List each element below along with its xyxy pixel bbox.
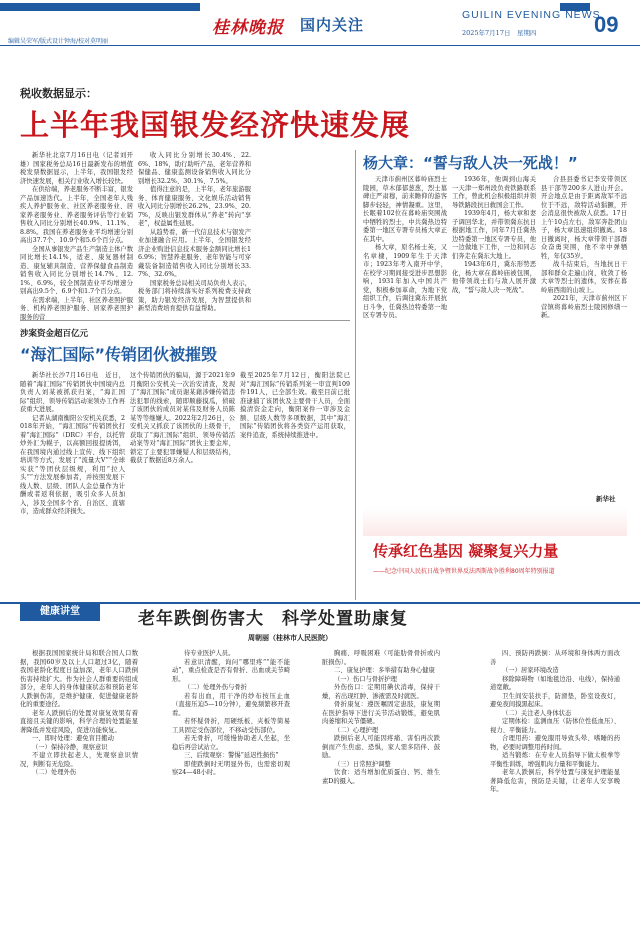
header-bar-left: [0, 3, 200, 11]
health-col4: 四、预防再跌倒：从环境和身体两方面改善 （一）居家环境改造 移除障碍物（如地毯边沿、电线），保持通道宽敞。 卫生间安装扶手，防滑垫，卧室设夜灯，避免夜间摸黑起床。 （二）关注老人身体状态 定期体检：监测血压（防体位性低血压）、视力、平衡能力。 合理用药：避免服用导致头晕、嗜睡的药物，必要时调整用药时间。 适当锻炼：在专业人员指导下做太极拳等平衡性训练，增强肌肉力量和平衡能力。 老年人跌倒后，科学处置与康复护理能显著降低危害，预防是关键，让老年人安享晚年。: [490, 650, 620, 793]
commemoration-banner: [363, 508, 627, 600]
yang-credit: 新华社: [596, 495, 616, 503]
health-col2: 待专业医护人员。 若意识清醒，询问“哪里疼”“能不能动”，重点检查是否有骨折、出血或关节畸形。 （二）处理外伤与骨折 若有出血，用干净的纱布按压止血（直接压迫5—10分钟），避免频繁移开查看。 若怀疑骨折，用硬纸板、夹板等简易工具固定受伤部位，不移动受伤部位。 若无骨折，可缓慢协助老人坐起，坐稳后再尝试站立。 三、后续观察：警惕“延迟性损伤” 即使跌倒时无明显外伤，也需密切观察24—48小时。: [172, 650, 290, 776]
article1-kicker: 税收数据显示：: [20, 87, 97, 100]
article2-col3: 截至2025年7月12日，衡阳法院已对“海汇国际”传销系列案一审宣判109件191人，已全部生效。截至目前已批准逮捕了该团伙及主要骨干人员，全面摸清资金走向，衡阳案件一审涉及金额、层级人数等多项数据，其中“海汇国际”传销团伙将各类资产运用获取，案件追查，系统持续推进中。: [240, 372, 350, 439]
health-col3: 胸痛、呼吸困难（可能肋骨骨折或内脏损伤）。 二、康复护理：多举措有助身心健康 （一）伤口与骨折护理 外伤伤口：定期用碘伏消毒，保持干燥，若出现红肿、渗液需及时就医。 骨折康复：遵医嘱固定患肢，康复期在医护指导下进行关节活动锻炼，避免肌肉萎缩和关节僵硬。 （二）心理护理 跌倒后老人可能因疼痛、害怕再次跌倒而产生焦虑、恐惧，家人需多陪伴、鼓励。 （三）日常照护调整 饮食：适当增加优质蛋白、钙、维生素D的摄入。: [322, 650, 440, 785]
banner-slogan: 传承红色基因 凝聚复兴力量: [373, 542, 559, 560]
health-col1: 根据我国国家统计局和联合国人口数据，我国60岁及以上人口超过3亿，随着我国老龄化程度日益加深，老年人口跌倒伤害持续扩大。作为社会人群重要的组成部分，老年人的身体健康状态和预防老年人跌倒伤害，是维护健康、促进健康老龄化的重要途径。 老年人跌倒后的处置对康复效果有着直接且关键的影响，科学合理的处置能显著降低并发症风险，促进功能恢复。 一、即时处理：避免盲目搬动 （一）保持冷静，观察意识 不建立即扶起老人，先观察意识情况，判断有无危险。 （二）处理外伤: [20, 650, 138, 776]
masthead: 桂林晚报: [212, 18, 284, 38]
article2-col2: 这个传销团伙的骗局，源于2021年9月衡阳公安机关一次治安清查，发现了“海汇国际”成员谢某藉涉嫌传销违法犯罪的线索，随即顺藤摸瓜，侦破了该团伙的成员对某伟及财务人员陈某等等继嫌人。2022年2月26日，公安机关又抓获了该团伙的上级骨干，获取了“海汇国际”组织、领导传销活动案等对“海汇国际”团伙主要金库，锁定了主要犯罪嫌疑人和层级结构，截获了数据近8万余人。: [130, 372, 235, 464]
column-rule: [355, 150, 356, 600]
banner-flag-graphic: [363, 508, 627, 536]
article2-headline: “海汇国际”传销团伙被摧毁: [20, 345, 218, 364]
article1-col2: 收入同比分别增长30.4%、22.6%、18%，助行助听产品、老年营养和保健品、健康监测设备销售收入同比分别增长32.2%、30.1%、7.5%。 值得注意的是，上半年，老年旅游服务、体育健康服务、文化娱乐活动销售收入同比分别增长26.2%、23.9%、20.7%，反映出银发群体从“养老”转向“享老”，权益属性延展。 从趋势看，新一代信息技术与银发产业加速融合应用。上半年，全国银发经济企业购进信息技术服务金额同比增长16.9%；智慧养老服务、老年智能与可穿戴装备制造销售收入同比分别增长33.7%、32.6%。 国家税务总局相关司局负责人表示，税务部门将持续落实好系列税费支持政策，助力银发经济发展，为智慧提供和新型消费培育提供有益帮助。: [138, 152, 251, 312]
health-byline: 周朝丽（桂林市人民医院）: [248, 634, 332, 642]
english-masthead: GUILIN EVENING NEWS: [462, 9, 601, 21]
page-header: [0, 0, 640, 46]
page-number: 09: [594, 12, 619, 37]
yang-headline: 杨大章：“誓与敌人决一死战！”: [363, 154, 578, 172]
dateline: 2025年7月17日 星期四: [462, 29, 537, 37]
banner-subtitle: ——纪念中国人民抗日战争暨世界反法西斯战争胜利80周年特别报道: [373, 568, 555, 575]
article1-col3: [256, 152, 350, 314]
article-divider: [20, 320, 350, 321]
yang-col2: 1936年，他调到山海关一天津一郑州段负责铁路联系工作，曾此机会积极组织并领导铁路段抗日救国会工作。 1939年4月，杨大章和妻子调回华北，并带领冀东抗日根据地工作，同年7月任冀热边特委第一地区专署专员，他一边做地下工作，一边和同志们奔走在冀东大地上。 1943年6月，冀东形势恶化，杨大章在暮岭庙被包围，他带领战士们与敌人展开激战，“誓与敌人决一死战”。: [452, 176, 536, 294]
article2-col1: 新华社长沙7月16日电 近日，随着“海汇国际”传销团伙中国境内总负责人刘某被抓获归案，“海汇国际”组织、领导传销活动案领办工作再获重大进展。 记者从湖南衡阳公安机关获悉，2018年开始，“海汇国际”传销团伙打着“海汇国际”（DRC）平台，以托管炒外汇为幌子，以高额回报提诱饵，在我国境内通过线上宣传、线下组织培训等方式，发展了“流量大V”“全球实获”等团伙层级规，利用“拉人头”“方法发展参加者，并按照发展下线人数、层级、团队人金总量作为计酬或者返利依据，吸引众多人员加入，涉及全国多个省、自治区、直辖市，造成群众经济损失。: [20, 372, 125, 515]
article2-kicker: 涉案资金超百亿元: [20, 329, 89, 339]
article1-col1: 新华社北京7月16日电（记者刘开雄）国家税务总局16日最新发布的增值税发票数据显示，上半年，我国银发经济快速发展，相关行业收入增长较快。 在供给端，养老服务不断丰富，银发产品加速迭代。上半年，全国老年人残疾人养护服务业、社区养老服务业、居家养老服务业、养老服务评估等行业销售收入同比分别增长40.9%、11.1%、8.8%。我国在养老服务业平均增速分别高出37.7个、10.9个和5.6个百分点。 全国从事银发产品生产制造主体户数同比增长14.1%，适老、康复器材制造、康复辅具制造、营养保健食品制造销售收入同比分别增长14.7%、12.1%、6.9%，较全国制造业平均增速分别高出9.5个、6.9个和1.7个百分点。 在需求端，上半年，社区养老照护服务、机构养老照护服务、居家养老照护服务的营: [20, 152, 133, 321]
section-title: 国内关注: [300, 16, 365, 34]
yang-col1: 天津市蓟州区暮岭庙烈士陵园，草木郁郁葱葱，烈士墓碑庄严肃穆，前来瞻仰的游客脚步轻轻，神情凝重。这里，长眠着102位在暮岭庙突围战中牺牲的烈士，中共冀热边特委第一地区专署专员杨大章正在其中。 杨大章，原名杨士英，又名章棣，1909年生于天津市；1923年考入南开中学，在校学习期间接受进步思想影响，1931年加入中国共产党，积极参加革命，为地下党组织工作，后调往冀东开展抗日斗争，任冀热边特委第一地区专署专员。: [363, 176, 447, 319]
editors-credit: 编辑吴荣军/版式设计钟海/校对莫明丽: [8, 38, 109, 45]
yang-col3: 合县县委书记李安带领区县干部等200多人进山开会。开会地点是由于距离敌军不远位于不远，敌特活动猖獗，开会消息很快被敌人获悉。17日上午10点左右，敌军奔赴团山子，杨大章迅速组织撤离。18日撤离时，杨大章带领干部群众奋勇突围，他不幸中弹牺牲，年仅35岁。 战斗结束后，当地抗日干部和群众走遍山岗，收敛了杨大章等烈士的遗体，安葬在暮岭庙西南的山坡上。 2021年，天津市蓟州区下营镇将暮岭庙烈士陵园修缮一新。: [541, 176, 627, 319]
health-headline: 老年跌倒伤害大 科学处置助康复: [138, 609, 408, 629]
article1-headline: 上半年我国银发经济快速发展: [20, 108, 411, 142]
health-section-tag: 健康讲堂: [20, 603, 100, 621]
